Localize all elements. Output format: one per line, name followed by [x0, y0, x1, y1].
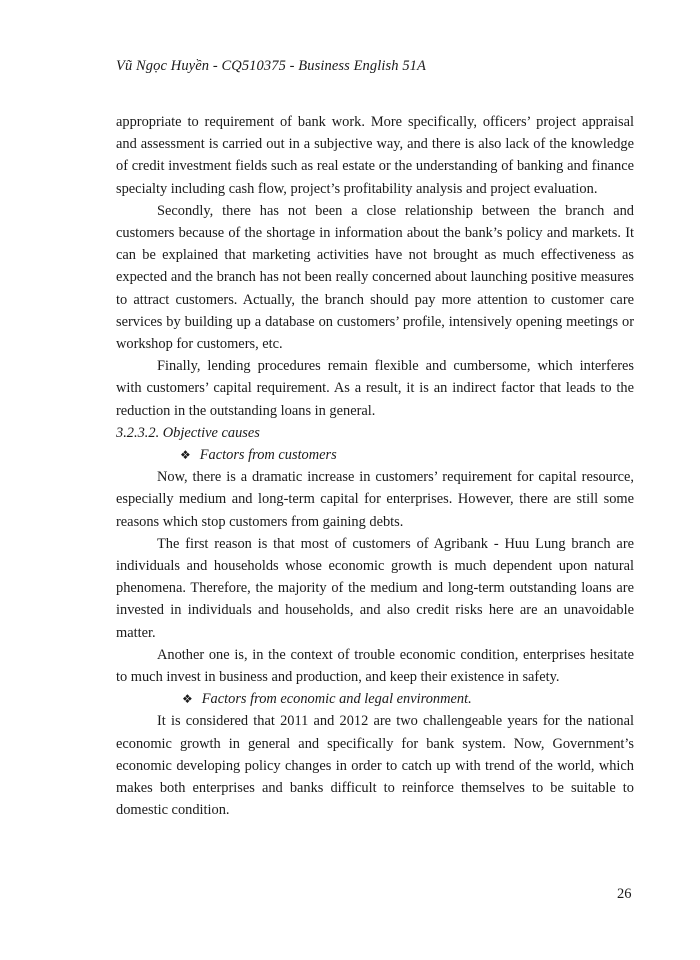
diamond-bullet-icon: ❖ [180, 448, 191, 463]
paragraph-finally: Finally, lending procedures remain flexible and cumbersome, which interferes with customers’ capital requirement. As a result, it is an indirect factor that leads to the reduction in the outstanding loans in general. [116, 358, 634, 419]
paragraph-secondly: Secondly, there has not been a close relationship between the branch and customers because of the shortage in information about the bank’s policy and markets. It can be explained that marketing activities have not brought as much effectiveness as expected and the branch has not been really concerned about launching positive measures to attract customers. Actually, the branch should pay more attention to customer care services by building up a database on customers’ profile, intensively opening meetings or workshop for customers, etc. [116, 202, 634, 353]
diamond-bullet-icon: ❖ [182, 692, 193, 707]
paragraph-continued: appropriate to requirement of bank work. More specifically, officers’ project appraisal and assessment is carried out in a subjective way, and there is also lack of the knowledge of credit investment fields such as real estate or the understanding of banking and finance specialty including cash flow, project’s profitability analysis and project evaluation. [116, 114, 634, 197]
page-body [116, 111, 634, 822]
paragraph-first-reason: The first reason is that most of customers of Agribank - Huu Lung branch are individuals and households whose economic growth is much dependent upon natural phenomena. Therefore, the majority of the medium and long-term outstanding loans are invested in individuals and households, and also credit risks here are an unavoidable matter. [116, 535, 634, 641]
paragraph-demand: Now, there is a dramatic increase in customers’ requirement for capital resource, especially medium and long-term capital for enterprises. However, there are still some reasons which stop customers from gaining debts. [116, 469, 634, 530]
bullet-customers [116, 444, 634, 466]
paragraph-another-reason: Another one is, in the context of trouble economic condition, enterprises hesitate to much invest in business and production, and keep their existence in safety. [116, 646, 634, 686]
running-header: Vũ Ngọc Huyền - CQ510375 - Business English 51A [116, 58, 426, 74]
section-heading: 3.2.3.2. Objective causes [116, 424, 260, 441]
bullet-economic-legal [116, 688, 634, 710]
paragraph-economic-years: It is considered that 2011 and 2012 are two challengeable years for the national economic growth in general and specifically for bank system. Now, Government’s economic developing policy changes in order to catch up with trend of the world, which makes both enterprises and banks difficult to reinforce themselves to be suitable to domestic condition. [116, 713, 634, 819]
bullet-customers-label: Factors from customers [199, 447, 337, 464]
bullet-economic-legal-label: Factors from economic and legal environment. [201, 691, 472, 708]
page-number: 26 [617, 886, 632, 902]
